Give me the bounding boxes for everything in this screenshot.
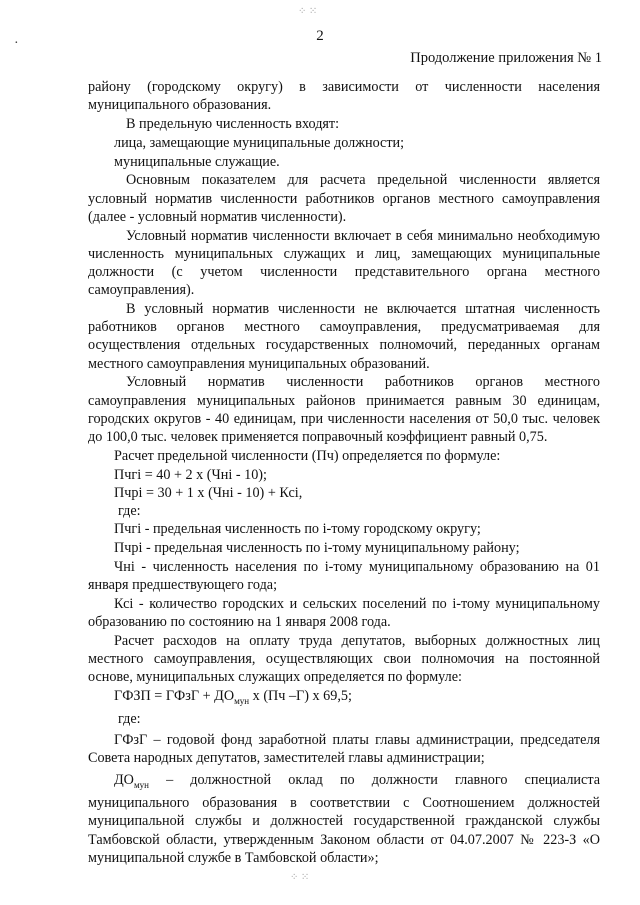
paragraph: Расчет расходов на оплату труда депутатов, выборных должностных лиц местного самоуправления, осуществляющих свои полномочия на постоянной основе, муниципальных служащих определяется по формуле: [88,632,600,686]
formula-pchg: Пчгi = 40 + 2 х (Чнi - 10); [114,466,267,483]
paragraph: Расчет предельной численности (Пч) определяется по формуле: [114,447,501,464]
formula-pchr: Пчрi = 30 + 1 х (Чнi - 10) + Ксi, [114,484,303,501]
paragraph: Основным показателем для расчета предельной численности является условный норматив численности работников органов местного самоуправления (далее - условный норматив численности). [88,172,600,225]
paragraph: району (городскому округу) в зависимости от численности населения муниципального образования. [88,79,600,114]
definition: Пчгi - предельная численность по i-тому городскому округу; [114,521,481,538]
document-body [88,78,600,868]
definition: Чнi - численность населения по i-тому муниципальному образованию на 01 января предшествующего года; [88,558,600,594]
paragraph: Условный норматив численности включает в себя минимально необходимую численность муниципальных служащих и лиц, замещающих муниципальные должности (с учетом численности представительного органа местного самоуправления). [88,227,600,299]
continuation-header: Продолжение приложения № 1 [410,50,602,66]
definition: Ксi - количество городских и сельских поселений по i-тому муниципальному образованию по состоянию на 1 января 2008 года. [88,595,600,631]
definition: ГФзГ – годовой фонд заработной платы главы администрации, председателя Совета народных депутатов, заместителей главы администрации; [88,732,600,767]
list-item: муниципальные служащие. [114,153,280,170]
paragraph: В предельную численность входят: [126,116,340,132]
paragraph: Условный норматив численности работников органов местного самоуправления муниципальных районов принимается равным 30 единицам, городских округов - 40 единицам, при численности населения от 50,0 тыс. человек до 100,0 тыс. человек применяется поправочный коэффициент равный 0,75. [88,374,600,446]
paragraph: В условный норматив численности не включается штатная численность работников органов местного самоуправления, предусматриваемая для осуществления отдельных государственных полномочий, переданных органам местного самоуправления муниципальных образований. [88,301,600,372]
list-item: лица, замещающие муниципальные должности; [114,134,405,151]
formula-gfzp: ГФЗП = ГФзГ + $ДО_{мун}$ х (Пч –Г) х 69,5; [114,688,352,706]
where-label: где: [118,503,141,520]
scan-artifact: ⁘ ⁙ [298,6,318,17]
page-number: 2 [316,28,324,44]
definition: $ДО_{мун}$ – должностной оклад по должности главного специалиста муниципального образования в соответствии с Соотношением должностей муниципальной службы и должностей государственной гражданской службы Тамбовской области, утвержденным Законом области от 04.07.2007 № 223-З «О муниципальной службе в Тамбовской области»; [88,772,600,866]
where-label: где: [118,711,141,728]
definition: Пчрi - предельная численность по i-тому муниципальному району; [114,540,520,557]
scan-artifact: · [14,36,19,51]
scan-artifact: ⁘ ⁙ [290,872,310,883]
